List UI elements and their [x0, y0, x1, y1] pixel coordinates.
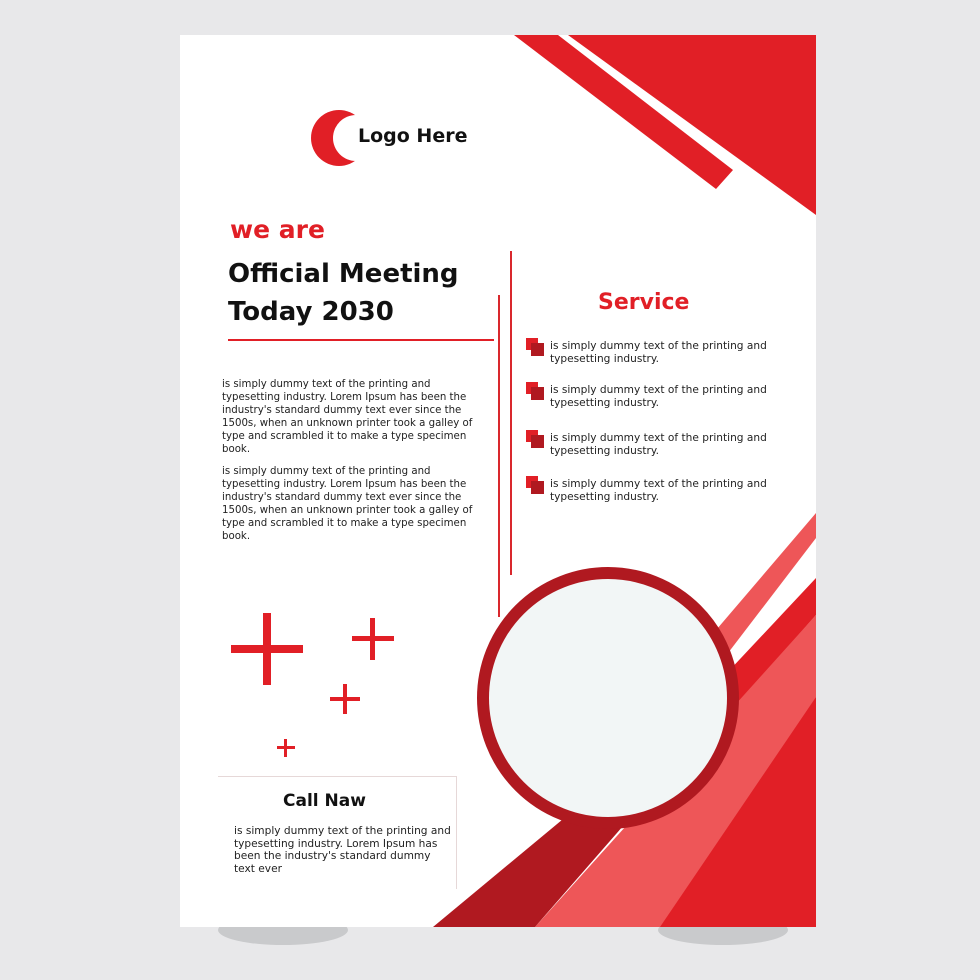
plus-icon: [330, 684, 360, 714]
flyer-page: [180, 35, 816, 927]
call-text: is simply dummy text of the printing and typesetting industry. Lorem Ipsum has been the industry's standard dummy text ever: [234, 825, 451, 875]
divider-line-left: [498, 295, 500, 617]
service-item: [526, 430, 776, 462]
top-right-triangle: [568, 35, 816, 215]
plus-icon: [231, 613, 303, 685]
divider-line-right: [510, 251, 512, 575]
stacked-squares-icon: [526, 476, 545, 495]
body-paragraph-2: is simply dummy text of the printing and typesetting industry. Lorem Ipsum has been the industry's standard dummy text ever since the 1500s, when an unknown printer took a galley of type and scrambled it to make a type specimen book.: [222, 466, 473, 542]
service-item-text: is simply dummy text of the printing and typesetting industry.: [550, 478, 767, 503]
service-item: [526, 338, 776, 370]
stacked-squares-icon: [526, 338, 545, 357]
service-heading: Service: [598, 290, 690, 315]
stacked-squares-icon: [526, 430, 545, 449]
logo-text: Logo Here: [358, 125, 468, 147]
service-item-text: is simply dummy text of the printing and typesetting industry.: [550, 340, 767, 365]
body-paragraph-1: is simply dummy text of the printing and typesetting industry. Lorem Ipsum has been the industry's standard dummy text ever since the 1500s, when an unknown printer took a galley of type and scrambled it to make a type specimen book.: [222, 379, 473, 455]
service-item-text: is simply dummy text of the printing and typesetting industry.: [550, 432, 767, 457]
service-item-text: is simply dummy text of the printing and typesetting industry.: [550, 384, 767, 409]
stacked-squares-icon: [526, 382, 545, 401]
kicker-text: we are: [230, 215, 325, 244]
page-title: [228, 255, 518, 331]
title-underline: [228, 339, 494, 341]
title-line-2: Today 2030: [228, 297, 394, 327]
service-item: [526, 382, 776, 414]
plus-icon: [277, 739, 295, 757]
image-placeholder-circle: [483, 573, 733, 823]
call-heading: Call Naw: [283, 791, 366, 811]
title-line-1: Official Meeting: [228, 259, 459, 289]
service-item: [526, 476, 776, 508]
plus-icon: [352, 618, 394, 660]
